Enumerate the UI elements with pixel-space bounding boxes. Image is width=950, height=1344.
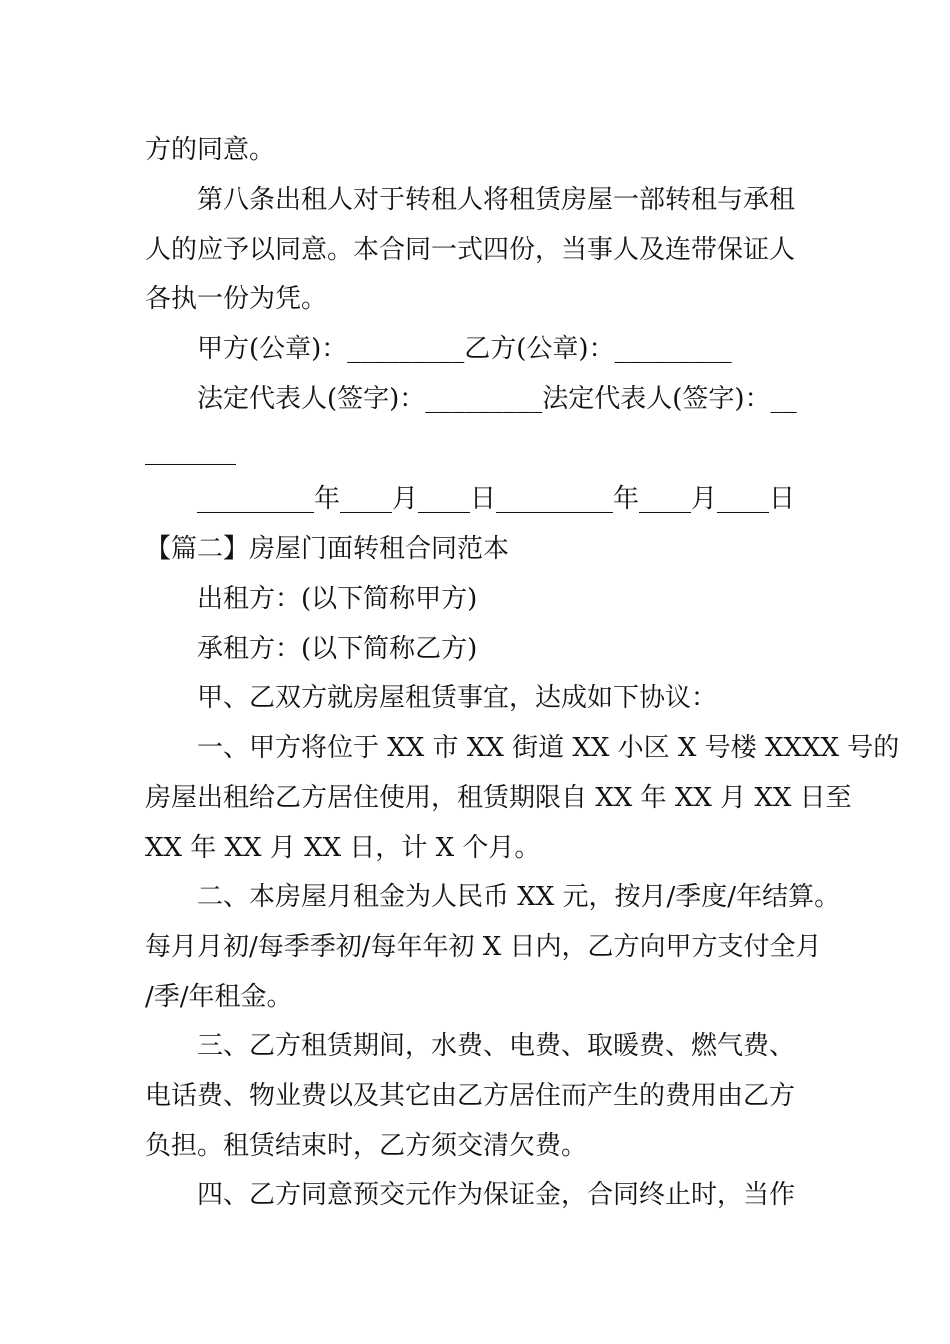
signature-line: 法定代表人(签字)：_________法定代表人(签字)：__ xyxy=(197,384,797,414)
signature-line-continued: _______ xyxy=(145,436,236,466)
clause-3-line: 三、乙方租赁期间，水费、电费、取暖费、燃气费、 xyxy=(197,1031,796,1061)
lessor-line: 出租方：(以下简称甲方) xyxy=(197,584,478,614)
date-line: _________年____月____日_________年____月____日 xyxy=(197,484,796,514)
text-line: 电话费、物业费以及其它由乙方居住而产生的费用由乙方 xyxy=(145,1081,796,1111)
lessee-line: 承租方：(以下简称乙方) xyxy=(197,634,478,664)
text-line: /季/年租金。 xyxy=(145,982,293,1012)
seal-line: 甲方(公章)：_________乙方(公章)：_________ xyxy=(197,334,732,364)
clause-1-line: 一、甲方将位于 XX 市 XX 街道 XX 小区 X 号楼 XXXX 号的 xyxy=(197,733,900,763)
text-line: 房屋出租给乙方居住使用，租赁期限自 XX 年 XX 月 XX 日至 xyxy=(145,783,852,813)
text-line: 方的同意。 xyxy=(145,135,276,165)
text-line: 负担。租赁结束时，乙方须交清欠费。 xyxy=(145,1131,588,1161)
article-8-line: 第八条出租人对于转租人将租赁房屋一部转租与承租 xyxy=(197,185,796,215)
clause-4-line: 四、乙方同意预交元作为保证金，合同终止时，当作 xyxy=(197,1180,796,1210)
section-heading: 【篇二】房屋门面转租合同范本 xyxy=(145,534,510,564)
text-line: 各执一份为凭。 xyxy=(145,284,328,314)
text-line: XX 年 XX 月 XX 日，计 X 个月。 xyxy=(145,833,541,863)
clause-2-line: 二、本房屋月租金为人民币 XX 元，按月/季度/年结算。 xyxy=(197,882,841,912)
agreement-intro: 甲、乙双方就房屋租赁事宜，达成如下协议： xyxy=(197,683,718,713)
text-line: 人的应予以同意。本合同一式四份，当事人及连带保证人 xyxy=(145,235,796,265)
text-line: 每月月初/每季季初/每年年初 X 日内，乙方向甲方支付全月 xyxy=(145,932,822,962)
